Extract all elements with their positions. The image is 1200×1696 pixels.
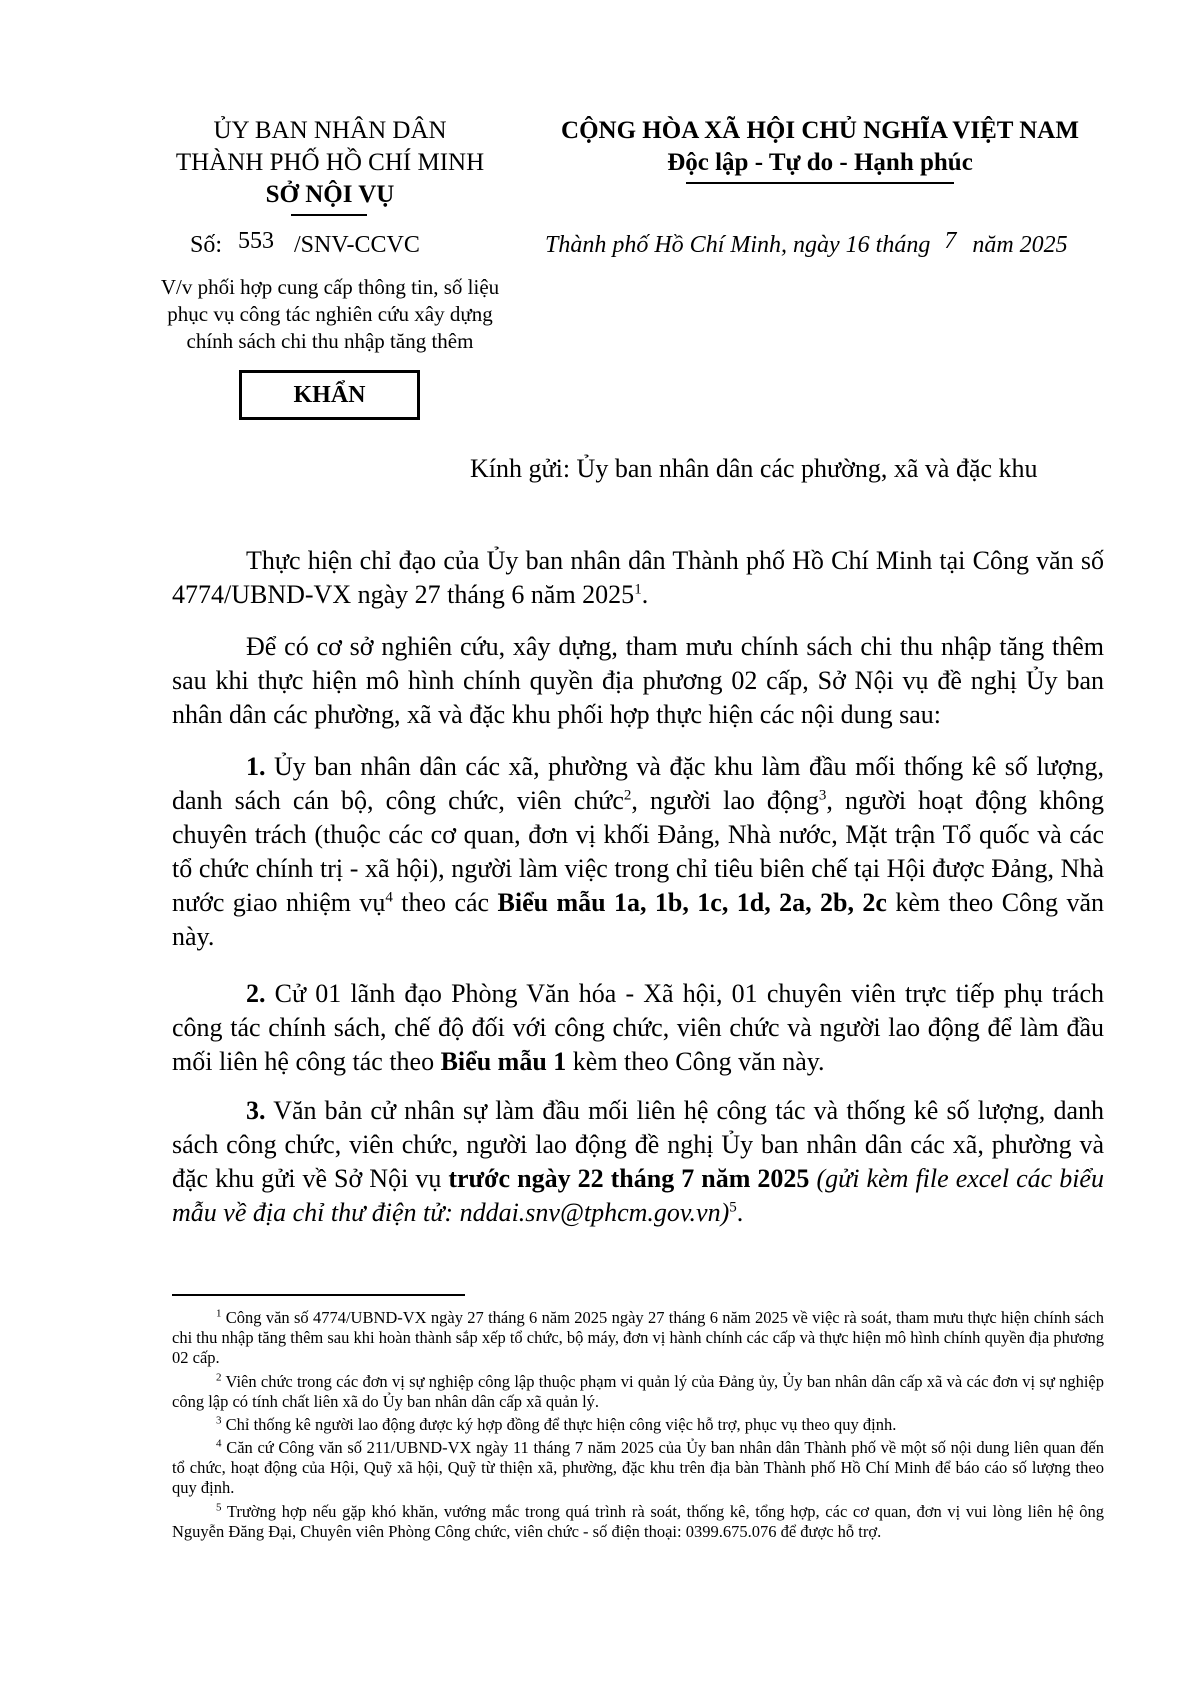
national-title: CỘNG HÒA XÃ HỘI CHỦ NGHĨA VIỆT NAM (561, 117, 1079, 144)
recipient-line: Kính gửi: Ủy ban nhân dân các phường, xã và đặc khu (470, 454, 1038, 483)
item-2-number: 2. (246, 979, 266, 1008)
item-1-number: 1. (246, 752, 266, 781)
national-title-block (540, 115, 1100, 179)
number-prefix: Số: (190, 232, 223, 258)
item-3-number: 3. (246, 1096, 266, 1125)
paragraph-item-2: 2. Cử 01 lãnh đạo Phòng Văn hóa - Xã hội, 01 chuyên viên trực tiếp phụ trách công tác chính sách, chế độ đối với công chức, viên chức và người lao động để làm đầu mối liên hệ công tác theo Biểu mẫu 1 kèm theo Công văn này. (172, 979, 1104, 1076)
footnote-5: $^5$ Trường hợp nếu gặp khó khăn, vướng mắc trong quá trình rà soát, thống kê, tổng hợp, các cơ quan, đơn vị vui lòng liên hệ ông Nguyễn Đăng Đại, Chuyên viên Phòng Công chức, viên chức - số điện thoại: 0399.675.076 để được hỗ trợ. (172, 1501, 1105, 1541)
footnote-2: $^2$ Viên chức trong các đơn vị sự nghiệp công lập thuộc phạm vi quản lý của Đảng ủy, Ủy ban nhân dân cấp xã và các đơn vị sự nghiệp công lập có tính chất liên xã do Ủy ban nhân dân cấp xã quản lý. (172, 1371, 1105, 1411)
number-suffix: /SNV-CCVC (294, 232, 420, 258)
email-instruction: (gửi kèm file excel các biểu mẫu về địa chỉ thư điện tử: nddai.snv@tphcm.gov.vn) (172, 1164, 1104, 1227)
agency-line-2: THÀNH PHỐ HỒ CHÍ MINH (175, 149, 485, 176)
date-prefix: Thành phố Hồ Chí Minh, ngày 16 tháng (545, 232, 931, 258)
deadline: trước ngày 22 tháng 7 năm 2025 (448, 1164, 810, 1193)
agency-underline (291, 214, 367, 216)
footnote-ref-5: 5 (729, 1199, 737, 1216)
footnote-separator (172, 1294, 465, 1296)
agency-line-1: ỦY BAN NHÂN DÂN (213, 117, 447, 144)
date-month: 7 (944, 228, 957, 254)
form-1: Biểu mẫu 1 (440, 1047, 567, 1076)
paragraph-1: Thực hiện chỉ đạo của Ủy ban nhân dân Thành phố Hồ Chí Minh tại Công văn số 4774/UBND-VX ngày 27 tháng 6 năm 2025$^1$. (172, 546, 1104, 609)
paragraph-item-3: 3. Văn bản cử nhân sự làm đầu mối liên hệ công tác và thống kê số lượng, danh sách công chức, viên chức, người lao động đề nghị Ủy ban nhân dân các xã, phường và đặc khu gửi về Sở Nội vụ trước ngày 22 tháng 7 năm 2025 (gửi kèm file excel các biểu mẫu về địa chỉ thư điện tử: nddai.snv@tphcm.gov.vn)$^5$. (172, 1096, 1104, 1227)
footnote-ref-4: 4 (385, 889, 393, 906)
number-value: 553 (238, 228, 275, 254)
national-motto: Độc lập - Tự do - Hạnh phúc (667, 149, 973, 176)
footnote-ref-3: 3 (818, 787, 827, 804)
document-subject: V/v phối hợp cung cấp thông tin, số liệu phục vụ công tác nghiên cứu xây dựng chính sách chi thu nhập tăng thêm (160, 275, 500, 353)
footnote-1: $^1$ Công văn số 4774/UBND-VX ngày 27 tháng 6 năm 2025 ngày 27 tháng 6 năm 2025 về việc rà soát, tham mưu thực hiện chính sách chi thu nhập tăng thêm sau khi hoàn thành sắp xếp tổ chức, bộ máy, đơn vị hành chính các cấp và thực hiện mô hình chính quyền địa phương 02 cấp. (172, 1307, 1104, 1367)
paragraph-2: Để có cơ sở nghiên cứu, xây dựng, tham mưu chính sách chi thu nhập tăng thêm sau khi thực hiện mô hình chính quyền địa phương 02 cấp, Sở Nội vụ đề nghị Ủy ban nhân dân các phường, xã và đặc khu phối hợp thực hiện các nội dung sau: (172, 632, 1104, 729)
issue-date (545, 229, 1105, 261)
footnote-ref-1: 1 (634, 581, 642, 598)
agency-line-3: SỞ NỘI VỤ (265, 181, 395, 208)
issuing-agency-block (150, 115, 510, 211)
motto-underline (686, 182, 954, 184)
paragraph-item-1: 1. Ủy ban nhân dân các xã, phường và đặc khu làm đầu mối thống kê số lượng, danh sách cán bộ, công chức, viên chức$^2$, người lao động$^3$, người hoạt động không chuyên trách (thuộc các cơ quan, đơn vị khối Đảng, Nhà nước, Mặt trận Tổ quốc và các tổ chức chính trị - xã hội), người làm việc trong chỉ tiêu biên chế tại Hội được Đảng, Nhà nước giao nhiệm vụ$^4$ theo các Biểu mẫu 1a, 1b, 1c, 1d, 2a, 2b, 2c kèm theo Công văn này. (172, 752, 1104, 951)
date-suffix: năm 2025 (972, 232, 1068, 258)
urgent-label: KHẨN (293, 382, 366, 408)
forms-list: Biểu mẫu 1a, 1b, 1c, 1d, 2a, 2b, 2c (497, 888, 887, 917)
urgent-box (239, 370, 420, 420)
document-number (190, 229, 510, 261)
footnote-3: $^3$ Chỉ thống kê người lao động được ký hợp đồng để thực hiện công việc hỗ trợ, phục vụ theo quy định. (216, 1414, 897, 1434)
footnote-ref-2: 2 (623, 787, 632, 804)
footnote-4: $^4$ Căn cứ Công văn số 211/UBND-VX ngày 11 tháng 7 năm 2025 của Ủy ban nhân dân Thành phố về một số nội dung liên quan đến tổ chức, hoạt động của Hội, Quỹ xã hội, Quỹ từ thiện xã, phường, đặc khu trên địa bàn Thành phố Hồ Chí Minh để báo cáo số lượng theo quy định. (172, 1437, 1105, 1497)
